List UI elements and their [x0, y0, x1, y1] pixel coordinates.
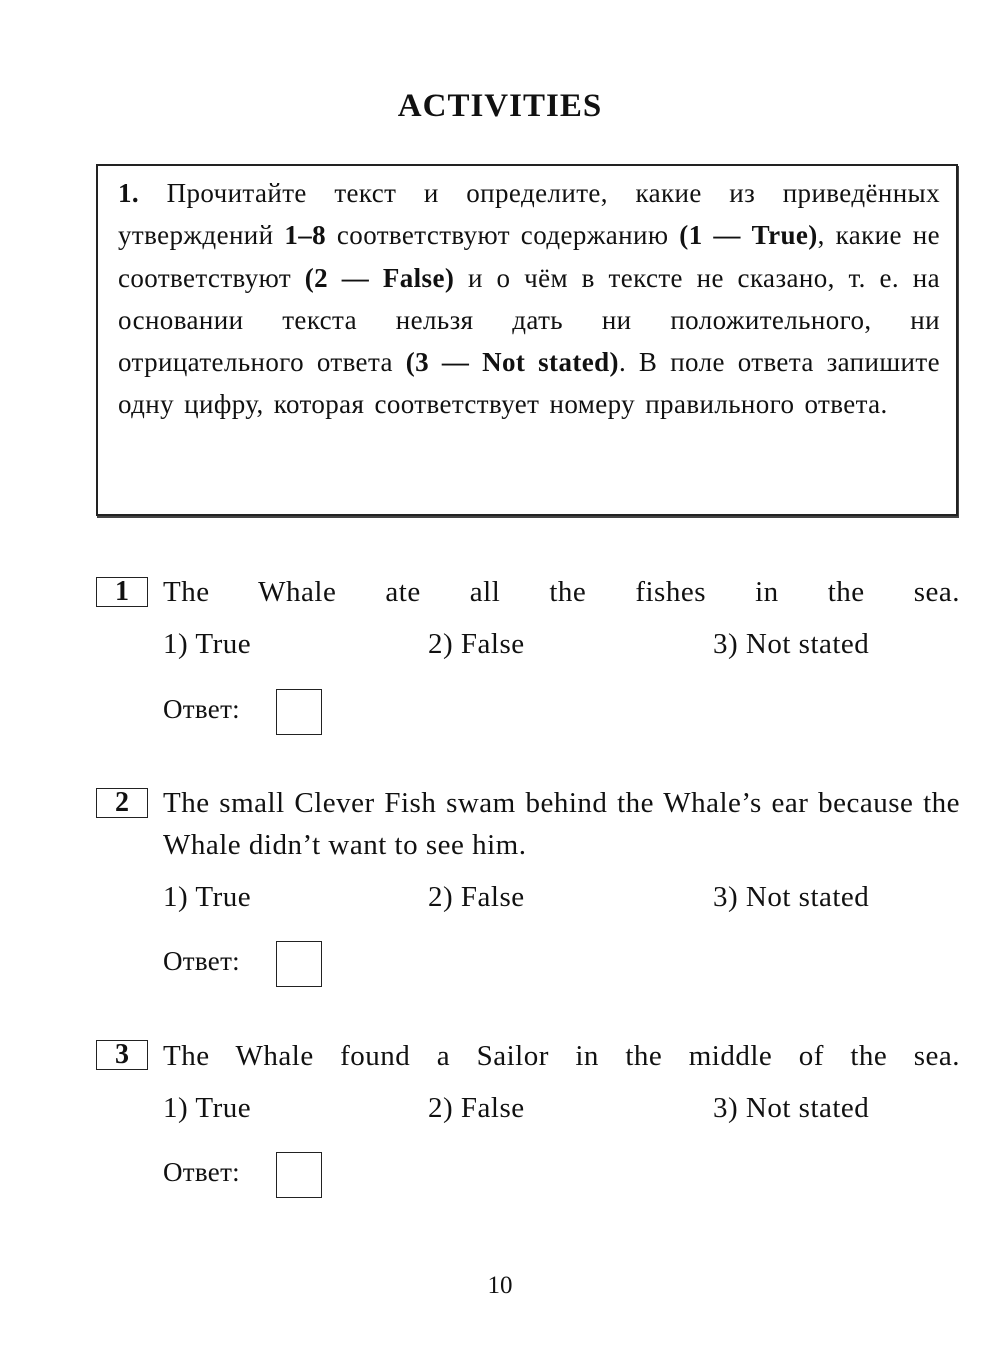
q2-option-not-stated: 3) Not stated — [713, 881, 870, 913]
q1-option-false: 2) False — [428, 628, 525, 660]
q3-option-false: 2) False — [428, 1092, 525, 1124]
q1-option-not-stated: 3) Not stated — [713, 628, 870, 660]
question-text-1: The Whale ate all the fishes in the sea. — [163, 576, 960, 608]
false-code: (2 — False) — [304, 262, 455, 293]
q2-option-false: 2) False — [428, 881, 525, 913]
q3-answer-field[interactable] — [276, 1152, 322, 1198]
question-number-2: 2 — [96, 788, 148, 818]
q3-answer-label: Ответ: — [163, 1157, 240, 1187]
instruction-box — [96, 164, 958, 516]
instruction-part-2: соответствуют содержанию — [326, 220, 680, 251]
q1-option-true: 1) True — [163, 628, 252, 660]
instruction-part-5: . В поле ответа запишите одну цифру, которая соответствует номеру правильного ответа. — [118, 347, 940, 420]
question-text-3: The Whale found a Sailor in the middle of the sea. — [163, 1040, 960, 1072]
not-stated-code: (3 — Not stated) — [405, 347, 619, 378]
page-title: ACTIVITIES — [397, 88, 603, 124]
q2-option-true: 1) True — [163, 881, 252, 913]
q1-answer-field[interactable] — [276, 689, 322, 735]
instruction-part-3: , какие не соответствуют — [118, 220, 940, 293]
q3-option-not-stated: 3) Not stated — [713, 1092, 870, 1124]
instruction-part-4: и о чём в тексте не сказано, т. е. на основании текста нельзя дать ни положительного, ни отрицательного ответа — [118, 262, 940, 378]
q1-answer-label: Ответ: — [163, 694, 240, 724]
q2-answer-field[interactable] — [276, 941, 322, 987]
page-number: 10 — [487, 1272, 513, 1299]
q3-option-true: 1) True — [163, 1092, 252, 1124]
question-number-3: 3 — [96, 1040, 148, 1070]
instruction-part-1: Прочитайте текст и определите, какие из приведённых утверждений — [118, 178, 940, 251]
true-code: (1 — True) — [679, 220, 818, 251]
question-number-1: 1 — [96, 577, 148, 607]
q2-answer-label: Ответ: — [163, 946, 240, 976]
statement-range: 1–8 — [284, 220, 327, 251]
instruction-text — [118, 172, 940, 426]
question-text-2: The small Clever Fish swam behind the Whale’s ear because the Whale didn’t want to see him. — [163, 787, 960, 861]
instruction-number: 1. — [118, 178, 140, 208]
